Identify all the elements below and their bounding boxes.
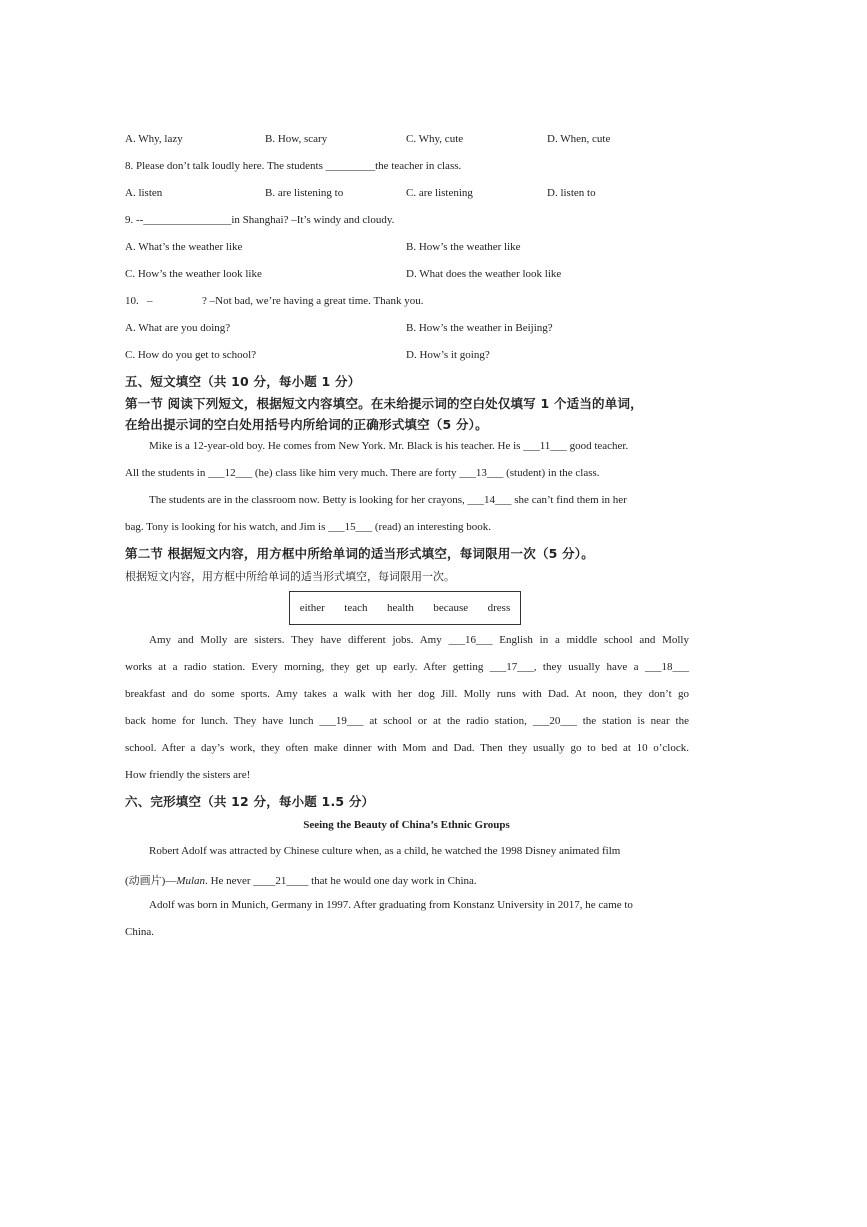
passage1-line-3 (125, 494, 701, 506)
section5-part1-heading-2: 在给出提示词的空白处用括号内所给词的正确形式填空（5 分）。 (125, 417, 488, 432)
passage2-line-1 (125, 634, 689, 646)
passage2-line-4 (125, 715, 689, 727)
passage3-line-1: Robert Adolf was attracted by Chinese culture when, as a child, he watched the 1998 Disney animated film (149, 845, 621, 857)
word-box-item: because (433, 602, 469, 614)
text: at school or at the radio station, (363, 715, 533, 727)
passage1-line-1 (125, 440, 701, 452)
text: back home for lunch. They have lunch (125, 715, 320, 727)
passage2-line-2 (125, 661, 689, 673)
text: Mike is a 12-year-old boy. He comes from New York. Mr. Black is his teacher. He is (149, 440, 524, 452)
q8-stem-text: 8. Please don’t talk loudly here. The students (125, 160, 326, 172)
text: bag. Tony is looking for his watch, and Jim is (125, 521, 329, 533)
movie-title: Mulan (176, 875, 206, 887)
q10-option-a: A. What are you doing? (125, 322, 231, 334)
q10-option-d: D. How’s it going? (406, 349, 490, 361)
text: English in a middle school and Molly (492, 634, 689, 646)
blank-12: ___12___ (208, 467, 253, 479)
q8-option-d: D. listen to (547, 187, 596, 199)
q8-option-c: C. are listening (406, 187, 473, 199)
q9-option-b: B. How’s the weather like (406, 241, 521, 253)
q8-stem (125, 160, 461, 172)
section6-heading: 六、完形填空（共 12 分，每小题 1.5 分） (125, 794, 375, 809)
section5-part1-heading-1: 第一节 阅读下列短文，根据短文内容填空。在未给提示词的空白处仅填写 1 个适当的单词， (125, 396, 643, 411)
q7-option-d: D. When, cute (547, 133, 611, 145)
text: good teacher. (566, 440, 629, 452)
text: she can’t find them in her (511, 494, 627, 506)
text: . He never (205, 875, 254, 887)
text: (read) an interesting book. (372, 521, 491, 533)
q9-stem-text-end: in Shanghai? –It’s windy and cloudy. (231, 214, 395, 226)
q10-option-b: B. How’s the weather in Beijing? (406, 322, 553, 334)
passage2-line-3: breakfast and do some sports. Amy takes a walk with her dog Jill. Molly runs with Dad. At noon, they don’t go (125, 688, 689, 700)
q8-blank: _________ (325, 160, 376, 172)
blank-11: ___11___ (523, 440, 567, 452)
q9-blank: ________________ (143, 214, 232, 226)
passage2-line-5: school. After a day’s work, they often make dinner with Mom and Dad. Then they usually go to bed at 10 o’clock. (125, 742, 689, 754)
section5-part2-note: 根据短文内容，用方框中所给单词的适当形式填空，每词限用一次。 (125, 570, 455, 583)
blank-19: ___19___ (319, 715, 364, 727)
text: The students are in the classroom now. Betty is looking for her crayons, (149, 494, 468, 506)
q10-option-c: C. How do you get to school? (125, 349, 257, 361)
word-box-item: teach (344, 602, 368, 614)
passage3-title: Seeing the Beauty of China’s Ethnic Groups (303, 819, 510, 831)
section5-heading: 五、短文填空（共 10 分，每小题 1 分） (125, 374, 361, 389)
passage2-line-6: How friendly the sisters are! (125, 769, 251, 781)
word-box-item: dress (487, 602, 511, 614)
text: (动画片)— (125, 875, 177, 887)
q9-option-d: D. What does the weather look like (406, 268, 562, 280)
blank-20: ___20___ (532, 715, 577, 727)
word-box (289, 591, 521, 625)
text: works at a radio station. Every morning, they get up early. After getting (125, 661, 490, 673)
q8-option-a: A. listen (125, 187, 163, 199)
text: that he would one day work in China. (308, 875, 477, 887)
q7-option-a: A. Why, lazy (125, 133, 183, 145)
q7-option-c: C. Why, cute (406, 133, 464, 145)
passage1-line-4 (125, 521, 690, 533)
text: (he) class like him very much. There are forty (252, 467, 460, 479)
text: (student) in the class. (503, 467, 600, 479)
text: All the students in (125, 467, 209, 479)
q9-option-a: A. What’s the weather like (125, 241, 243, 253)
blank-18: ___18___ (644, 661, 689, 673)
word-box-item: either (299, 602, 325, 614)
word-box-item: health (386, 602, 414, 614)
passage3-line-3: Adolf was born in Munich, Germany in 1997. After graduating from Konstanz University in 2017, he came to (149, 899, 633, 911)
text: the station is near the (576, 715, 689, 727)
blank-13: ___13___ (459, 467, 504, 479)
section5-part2-heading: 第二节 根据短文内容，用方框中所给单词的适当形式填空，每词限用一次（5 分）。 (125, 546, 594, 561)
text: Amy and Molly are sisters. They have different jobs. Amy (149, 634, 449, 646)
blank-14: ___14___ (467, 494, 512, 506)
blank-16: ___16___ (448, 634, 493, 646)
q9-option-c: C. How’s the weather look like (125, 268, 262, 280)
q8-option-b: B. are listening to (265, 187, 344, 199)
q9-stem-text: 9. -- (125, 214, 144, 226)
q10-stem: 10. – ? –Not bad, we’re having a great time. Thank you. (125, 295, 424, 307)
q8-stem-text-end: the teacher in class. (375, 160, 462, 172)
passage3-line-4: China. (125, 926, 155, 938)
blank-21: ____21____ (253, 875, 309, 887)
text: , they usually have a (533, 661, 645, 673)
q9-stem (125, 214, 394, 226)
passage1-line-2 (125, 467, 690, 479)
blank-17: ___17___ (489, 661, 534, 673)
q7-option-b: B. How, scary (265, 133, 328, 145)
passage3-line-2 (125, 872, 690, 888)
blank-15: ___15___ (328, 521, 373, 533)
